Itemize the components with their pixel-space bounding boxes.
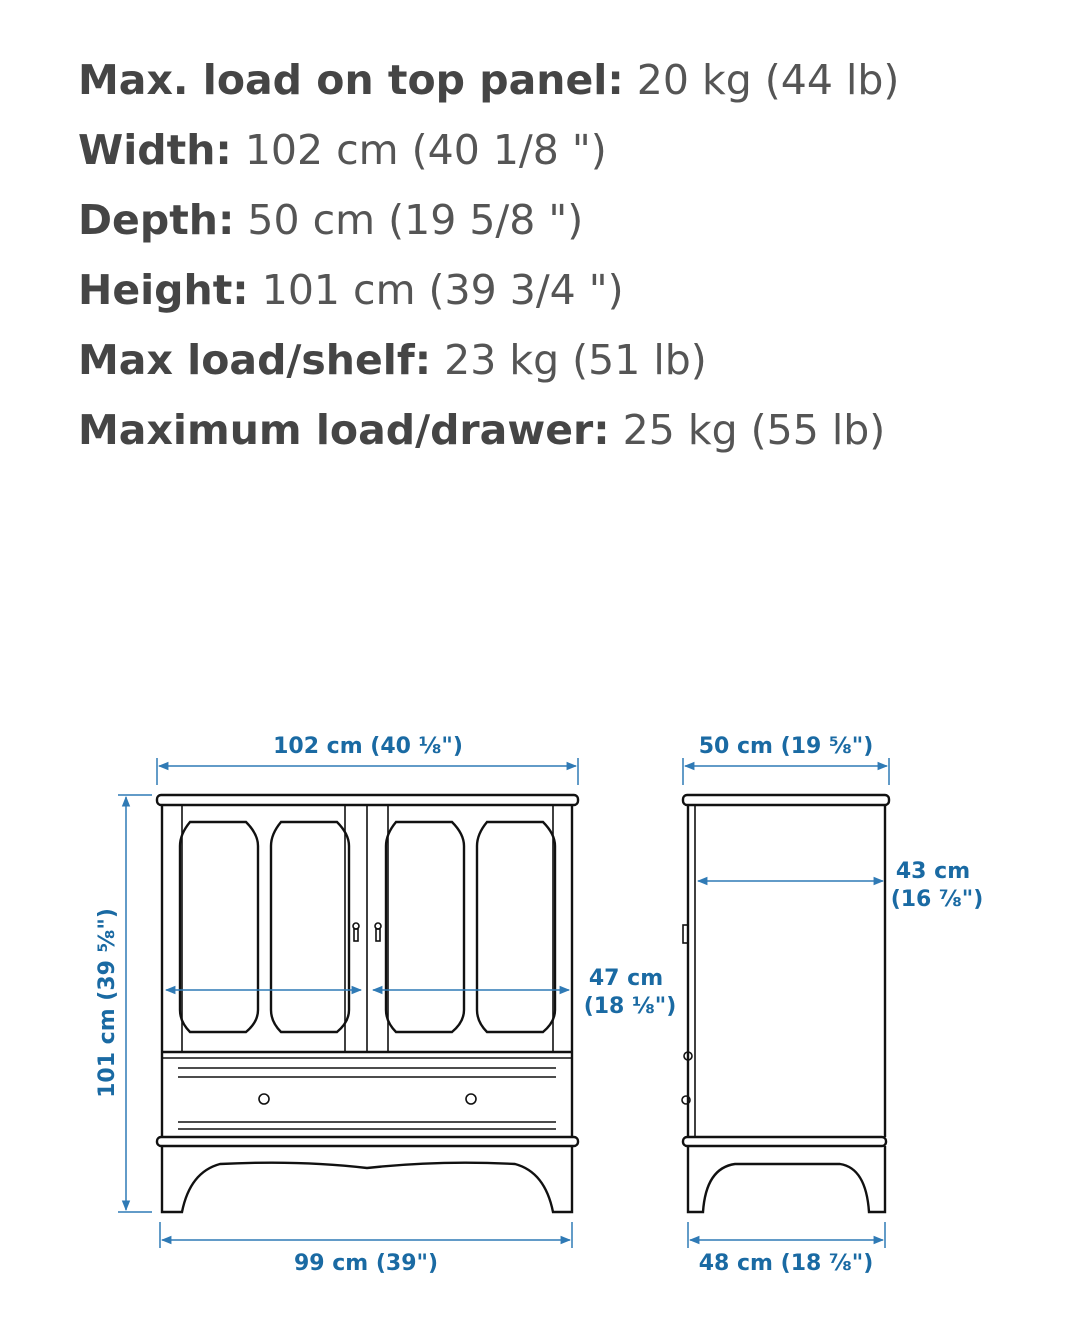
front-height-dimension — [95, 795, 152, 1212]
front-width-dimension — [157, 734, 578, 785]
spec-label: Maximum load/drawer: — [78, 406, 610, 454]
spec-label: Max load/shelf: — [78, 336, 432, 384]
side-base-depth-label: 48 cm (18 ⅞") — [698, 1251, 874, 1276]
spec-value: 20 kg (44 lb) — [623, 56, 900, 104]
front-width-label: 102 cm (40 ⅛") — [273, 734, 463, 759]
spec-label: Depth: — [78, 196, 235, 244]
spec-value: 101 cm (39 3/4 ") — [248, 266, 624, 314]
side-depth-dimension — [683, 734, 889, 785]
spec-label: Height: — [78, 266, 249, 314]
spec-value: 23 kg (51 lb) — [431, 336, 707, 384]
spec-value: 50 cm (19 5/8 ") — [234, 196, 584, 244]
base-width-dimension — [160, 1222, 572, 1276]
spec-label: Max. load on top panel: — [78, 56, 624, 104]
front-height-label: 101 cm (39 ⅝") — [95, 908, 120, 1098]
spec-value: 25 kg (55 lb) — [609, 406, 886, 454]
side-base-depth-dimension — [688, 1222, 885, 1276]
inner-depth-cm-label: 43 cm — [895, 859, 971, 884]
inner-depth-in-label: (16 ⅞") — [890, 887, 984, 912]
front-view-cabinet — [157, 795, 578, 1212]
spec-label: Width: — [78, 126, 232, 174]
base-width-label: 99 cm (39") — [293, 1251, 439, 1276]
inner-width-cm-label: 47 cm — [588, 966, 664, 991]
side-view-cabinet — [682, 795, 889, 1212]
inner-width-dimension — [166, 966, 676, 1019]
inner-depth-dimension — [698, 859, 983, 912]
spec-value: 102 cm (40 1/8 ") — [231, 126, 607, 174]
inner-width-in-label: (18 ⅛") — [583, 994, 677, 1019]
side-depth-label: 50 cm (19 ⅝") — [698, 734, 874, 759]
